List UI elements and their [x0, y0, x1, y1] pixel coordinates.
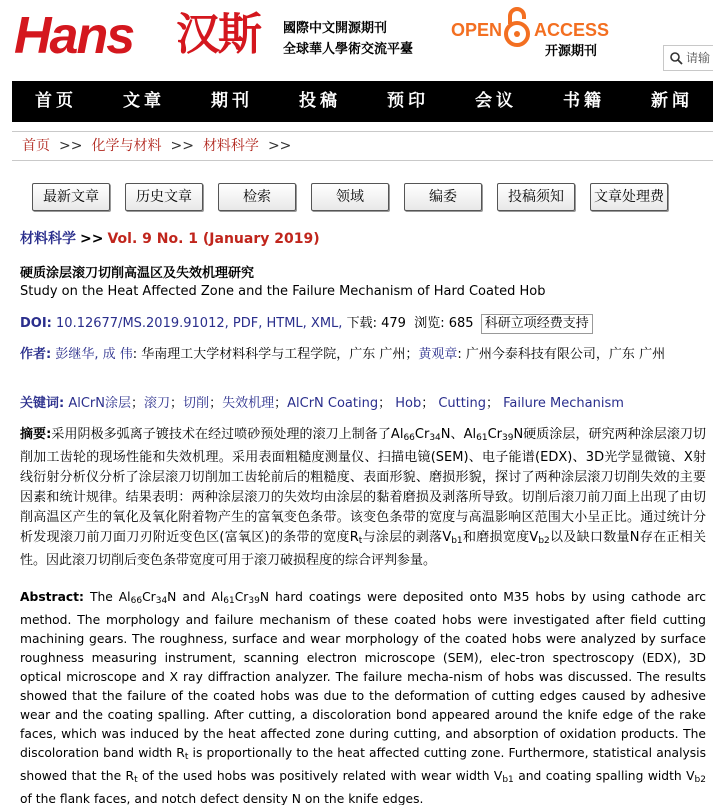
- abstract-text: is proportionally to the heat affected cutting zone. Furthermore, statistical analysis showed that the R: [20, 746, 706, 783]
- affiliation-2: : 广州今泰科技有限公司，广东 广州: [457, 347, 666, 362]
- subscript: 34: [155, 596, 168, 606]
- breadcrumb-home[interactable]: 首页: [22, 138, 50, 154]
- subscript: 66: [130, 596, 143, 606]
- doi-link[interactable]: 10.12677/MS.2019.91012,: [56, 316, 229, 331]
- breadcrumb: [12, 131, 713, 161]
- nav-books[interactable]: 书籍: [563, 91, 605, 111]
- past-articles-button[interactable]: 历史文章: [125, 183, 203, 211]
- abstract-text: N、Al: [440, 427, 477, 442]
- nav-home[interactable]: 首页: [35, 91, 77, 111]
- subscript: 61: [476, 433, 488, 443]
- keyword-link[interactable]: AlCrN Coating: [287, 396, 379, 411]
- abstract-text: 以及缺口数量N存在正相关性。因此滚刀切削后变色条带宽度可用于滚刀破损程度的综合评判参量。: [20, 530, 706, 568]
- format-links[interactable]: PDF, HTML, XML,: [232, 316, 343, 331]
- nav-articles[interactable]: 文章: [123, 91, 165, 111]
- abstract-text: The Al: [89, 590, 131, 604]
- subscript: t: [134, 775, 138, 785]
- doi-line: [20, 314, 706, 334]
- issue-line: [20, 230, 706, 248]
- subscript: t: [184, 752, 189, 762]
- subscript: 61: [223, 596, 235, 606]
- abstract-en-label: Abstract:: [20, 590, 84, 604]
- breadcrumb-chemistry-materials[interactable]: 化学与材料: [91, 138, 162, 154]
- keyword-link[interactable]: 失效机理: [222, 396, 275, 411]
- author-label: 作者:: [20, 347, 52, 362]
- title-chinese: 硬质涂层滚刀切削高温区及失效机理研究: [20, 266, 255, 281]
- breadcrumb-separator: >>: [59, 138, 83, 154]
- author-link-2[interactable]: 黄观章: [418, 347, 458, 362]
- abstract-text: of the flank faces, and notch defect density N on the knife edges.: [20, 792, 424, 805]
- downloads-label: 下载:: [346, 316, 377, 331]
- title-english: Study on the Heat Affected Zone and the Failure Mechanism of Hard Coated Hob: [20, 284, 546, 299]
- downloads-count: 479: [381, 316, 406, 331]
- open-lock-icon: [504, 6, 530, 48]
- site-header: [0, 0, 713, 78]
- subscript: 39: [248, 596, 260, 606]
- editorial-board-button[interactable]: 编委: [404, 183, 482, 211]
- processing-fee-button[interactable]: 文章处理费: [590, 183, 668, 211]
- breadcrumb-separator: >>: [170, 138, 194, 154]
- logo-chinese[interactable]: 汉斯: [176, 9, 260, 60]
- search-input[interactable]: [663, 45, 713, 71]
- funding-badge[interactable]: 科研立项经费支持: [481, 314, 593, 334]
- subscript: 66: [403, 433, 415, 443]
- affiliation-1: : 华南理工大学材料科学与工程学院，广东 广州；: [132, 347, 419, 362]
- search-placeholder: 请输: [686, 51, 711, 65]
- logo-hans[interactable]: Hans: [14, 7, 134, 65]
- abstract-text: of the used hobs was positively related with wear width V: [137, 769, 503, 783]
- keywords-block: 关键词: AlCrN涂层；滚刀；切削；失效机理；AlCrN Coating； Hob； Cutting； Failure Mechanism: [20, 396, 624, 411]
- abstract-text: N and Al: [167, 590, 224, 604]
- nav-journals[interactable]: 期刊: [211, 91, 253, 111]
- abstract-text: 与涂层的剥落V: [362, 530, 452, 545]
- breadcrumb-materials-science[interactable]: 材料科学: [202, 138, 259, 154]
- doi-label: DOI:: [20, 316, 52, 331]
- abstract-chinese: [20, 425, 706, 571]
- abstract-text: and coating spalling width V: [513, 769, 695, 783]
- category-link[interactable]: 材料科学: [20, 231, 76, 247]
- keyword-link[interactable]: Failure Mechanism: [503, 396, 624, 411]
- tagline-line-2: 全球華人學術交流平臺: [283, 42, 414, 57]
- abstract-text: N硬质涂层，研究两种涂层滚刀切削加工齿轮的现场性能和失效机理。采用表面粗糙度测量仪、扫描电镜(SEM)、电子能谱(EDX)、3D光学显微镜、X射线衍射分析仪分析了涂层滚刀切削加工齿轮前后的粗糙度、表面形貌、磨损形貌，探讨了两种涂层滚刀切削失效的主要因素和统计规律。结果表明：两种涂层滚刀的失效均由涂层的黏着磨损及剥落所导致。切削后滚刀前刀面上出现了由切削高温区产生的氧化及氧化附着物产生的富氧变色条带。该变色条带的宽度与高温影响区范围大小呈正比。通过统计分析发现滚刀前刀面刀刃附近变色区(富氧区)的条带的宽度R: [20, 427, 707, 545]
- volume-link[interactable]: Vol. 9 No. 1 (January 2019): [107, 231, 320, 247]
- keyword-link[interactable]: 切削: [183, 396, 210, 411]
- submission-guide-button[interactable]: 投稿须知: [497, 183, 575, 211]
- nav-news[interactable]: 新闻: [651, 91, 693, 111]
- nav-submit[interactable]: 投稿: [299, 91, 341, 111]
- abstract-text: Cr: [487, 427, 502, 442]
- open-access-subtitle: 开源期刊: [545, 44, 598, 59]
- keywords-label: 关键词:: [20, 396, 65, 411]
- authors-block: [20, 345, 706, 365]
- subscript: b1: [502, 775, 514, 785]
- abstract-english: [20, 588, 706, 805]
- subscript: b1: [451, 536, 463, 546]
- tagline: [283, 18, 413, 60]
- nav-preprint[interactable]: 预印: [387, 91, 429, 111]
- open-access-open: OPEN: [451, 20, 503, 40]
- main-nav: [12, 81, 713, 122]
- keyword-link[interactable]: AlCrN涂层: [68, 396, 131, 411]
- breadcrumb-separator: >>: [267, 138, 292, 154]
- views-label: 浏览:: [414, 316, 445, 331]
- abstract-text: Cr: [142, 590, 156, 604]
- issue-arrow: >>: [80, 231, 104, 247]
- subscript: 34: [429, 433, 441, 443]
- abstract-text: Cr: [414, 427, 430, 442]
- abstract-text: 和磨损宽度V: [462, 530, 539, 545]
- tagline-line-1: 國際中文開源期刊: [283, 21, 388, 36]
- views-count: 685: [448, 316, 474, 331]
- keyword-link[interactable]: Hob: [395, 396, 422, 411]
- nav-conference[interactable]: 会议: [475, 91, 517, 111]
- author-link-1[interactable]: 彭继华, 成 伟: [55, 347, 133, 362]
- field-button[interactable]: 领域: [311, 183, 389, 211]
- open-access-access: ACCESS: [534, 20, 610, 40]
- keyword-link[interactable]: 滚刀: [144, 396, 171, 411]
- subscript: t: [358, 536, 363, 546]
- search-icon: [670, 52, 683, 65]
- abstract-text: Cr: [234, 590, 249, 604]
- abstract-text: N hard coatings were deposited onto M35 hobs by using cathode arc method. The morphology and failure mechanism of these coated hobs were investigated after field cutting machining gears. The roughness, surface and wear morphology of the coated hobs were analyzed by surface roughness measuring instrument, scanning electron microscope (SEM), elec-tron spectroscopy (EDX), 3D optical microscope and X ray diffraction analyzer. The failure mecha-nism of hobs was discussed. The results showed that the failure of the coated hobs was due to the deformation of cutting edges caused by adhesive wear and the coating spalling. After cutting, a discoloration bond appeared around the knife edge of the rake faces, which was induced by the heat affected zone during cutting, and absorption of oxidation products. The discoloration band width R: [20, 590, 706, 760]
- journal-button-row: [0, 183, 713, 211]
- abstract-cn-label: 摘要:: [20, 427, 52, 442]
- abstract-text: 采用阴极多弧离子镀技术在经过喷砂预处理的滚刀上制备了Al: [51, 427, 404, 442]
- keyword-link[interactable]: Cutting: [438, 396, 486, 411]
- subscript: b2: [694, 775, 706, 785]
- subscript: b2: [538, 536, 550, 546]
- latest-articles-button[interactable]: 最新文章: [32, 183, 110, 211]
- search-button[interactable]: 检索: [218, 183, 296, 211]
- article-content: [20, 230, 707, 805]
- subscript: 39: [502, 433, 514, 443]
